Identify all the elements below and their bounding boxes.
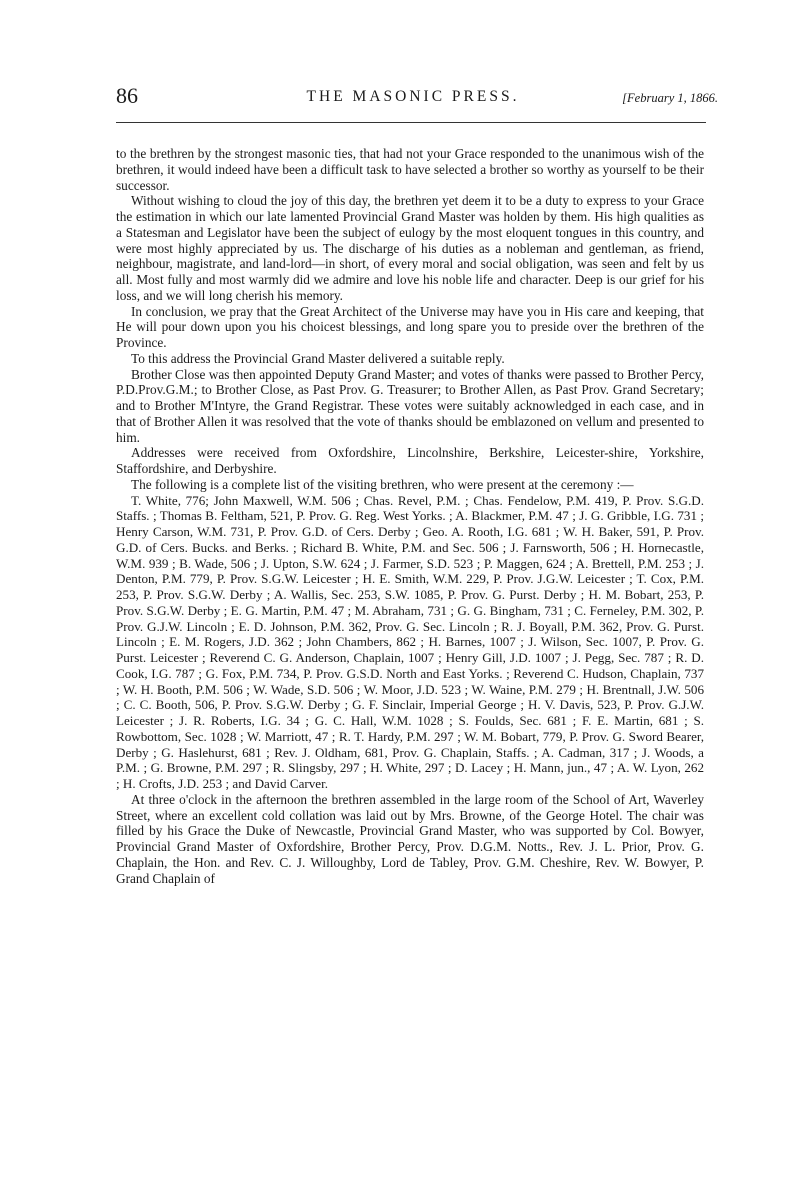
issue-date: [February 1, 1866. [622,91,718,105]
paragraph-addresses: Addresses were received from Oxfordshire, Lincolnshire, Berkshire, Leicester-shire, Yorkshire, Staffordshire, and Derbyshire. [116,445,704,476]
paragraph-continuation: to the brethren by the strongest masonic ties, that had not your Grace responded to the unanimous wish of the brethren, it would indeed have been a difficult task to have selected a brother so worthy as yourself to be their successor. [116,146,704,193]
page-header [116,82,718,112]
running-title: THE MASONIC PRESS. [306,88,520,105]
visiting-brethren-list: T. White, 776; John Maxwell, W.M. 506 ; Chas. Revel, P.M. ; Chas. Fendelow, P.M. 419, P. Prov. S.G.D. Staffs. ; Thomas B. Feltham, 521, P. Prov. G. Reg. West Yorks. ; A. Blackmer, P.M. 47 ; J. G. Gribble, I.G. 731 ; Henry Carson, W.M. 731, P. Prov. G.D. of Cers. Derby ; Geo. A. Rooth, I.G. 681 ; W. H. Baker, 591, P. Prov. G.D. of Cers. Bucks. and Berks. ; Richard B. White, P.M. and Sec. 506 ; J. Farnsworth, 506 ; H. Hornecastle, W.M. 939 ; B. Wade, 506 ; J. Upton, S.W. 624 ; J. Farmer, S.D. 523 ; P. Maggen, 624 ; A. Brettell, P.M. 253 ; J. Denton, P.M. 779, P. Prov. S.G.W. Leicester ; H. E. Smith, W.M. 229, P. Prov. J.G.W. Leicester ; T. Cox, P.M. 253, P. Prov. S.G.W. Derby ; A. Wallis, Sec. 253, S.W. 1085, P. Prov. G. Purst. Derby ; H. M. Bobart, 253, P. Prov. S.G.W. Derby ; E. G. Martin, P.M. 47 ; M. Abraham, 731 ; G. G. Bingham, 731 ; C. Ferneley, P.M. 302, P. Prov. G.J.W. Lincoln ; E. D. Johnson, P.M. 362, Prov. G. Sec. Lincoln ; R. J. Boyall, P.M. 362, Prov. G. Purst. Lincoln ; E. M. Rogers, J.D. 362 ; John Chambers, 862 ; H. Barnes, 1007 ; J. Wilson, Sec. 1007, P. Prov. G. Purst. Leicester ; Reverend C. G. Anderson, Chaplain, 1007 ; Henry Gill, J.D. 1007 ; J. Pegg, Sec. 787 ; R. D. Cook, I.G. 787 ; G. Fox, P.M. 734, P. Prov. G.S.D. North and East Yorks. ; Reverend C. Hudson, Chaplain, 737 ; W. H. Booth, P.M. 506 ; W. Wade, S.D. 506 ; W. Moor, J.D. 523 ; W. Waine, P.M. 279 ; H. Brentnall, J.W. 506 ; C. C. Booth, 506, P. Prov. S.G.W. Derby ; G. F. Sinclair, Imperial George ; H. V. Davis, 523, P. Prov. G.J.W. Leicester ; J. R. Roberts, I.G. 34 ; G. C. Hall, W.M. 1028 ; S. Foulds, Sec. 681 ; F. E. Martin, 681 ; S. Rowbottom, Sec. 1028 ; W. Marriott, 47 ; R. T. Hardy, P.M. 297 ; W. M. Bobart, 779, P. Prov. G. Sword Bearer, Derby ; G. Haslehurst, 681 ; Rev. J. Oldham, 681, Prov. G. Chaplain, Staffs. ; A. Cadman, 317 ; J. Woods, a P.M. ; G. Browne, P.M. 297 ; R. Slingsby, 297 ; H. White, 297 ; D. Lacey ; H. Mann, jun., 47 ; A. W. Lyon, 262 ; H. Crofts, J.D. 253 ; and David Carver. [116,492,704,791]
paragraph-late-grand-master: Without wishing to cloud the joy of this day, the brethren yet deem it to be a duty to express to your Grace the estimation in which our late lamented Provincial Grand Master was holden by them. His high qualities as a Statesman and Legislator have been the subject of eulogy by the most eloquent tongues in this country, and were most highly appreciated by us. The discharge of his duties as a nobleman and gentleman, as friend, neighbour, magistrate, and land-lord—in short, of every moral and social obligation, was seen and felt by us all. Most fully and most warmly did we admire and love his noble life and character. Deep is our grief for his loss, and we will long cherish his memory. [116,193,704,303]
paragraph-appointments: Brother Close was then appointed Deputy Grand Master; and votes of thanks were passed to Brother Percy, P.D.Prov.G.M.; to Brother Close, as Past Prov. G. Treasurer; to Brother Allen, as Past Prov. Grand Secretary; and to Brother M'Intyre, the Grand Registrar. These votes were suitably acknowledged in each case, and in that of Brother Allen it was resolved that the vote of thanks should be emblazoned on vellum and presented to him. [116,366,704,445]
paragraph-conclusion: In conclusion, we pray that the Great Architect of the Universe may have you in His care and keeping, that He will pour down upon you his choicest blessings, and long spare you to preside over the brethren of the Province. [116,303,704,350]
paragraph-reply: To this address the Provincial Grand Master delivered a suitable reply. [131,350,505,366]
header-rule [116,122,706,123]
page-number: 86 [116,83,138,108]
paragraph-collation: At three o'clock in the afternoon the brethren assembled in the large room of the School of Art, Waverley Street, where an excellent cold collation was laid out by Mrs. Browne, of the George Hotel. The chair was filled by his Grace the Duke of Newcastle, Provincial Grand Master, who was supported by Col. Bowyer, Provincial Grand Master of Oxfordshire, Brother Percy, Prov. D.G.M. Notts., Rev. J. L. Prior, Prov. G. Chaplain, the Hon. and Rev. C. J. Willoughby, Lord de Tabley, Prov. G.M. Cheshire, Rev. W. Bowyer, P. Grand Chaplain of [116,791,704,886]
paragraph-list-intro: The following is a complete list of the visiting brethren, who were present at the ceremony :— [131,476,634,492]
article-body [116,146,704,886]
